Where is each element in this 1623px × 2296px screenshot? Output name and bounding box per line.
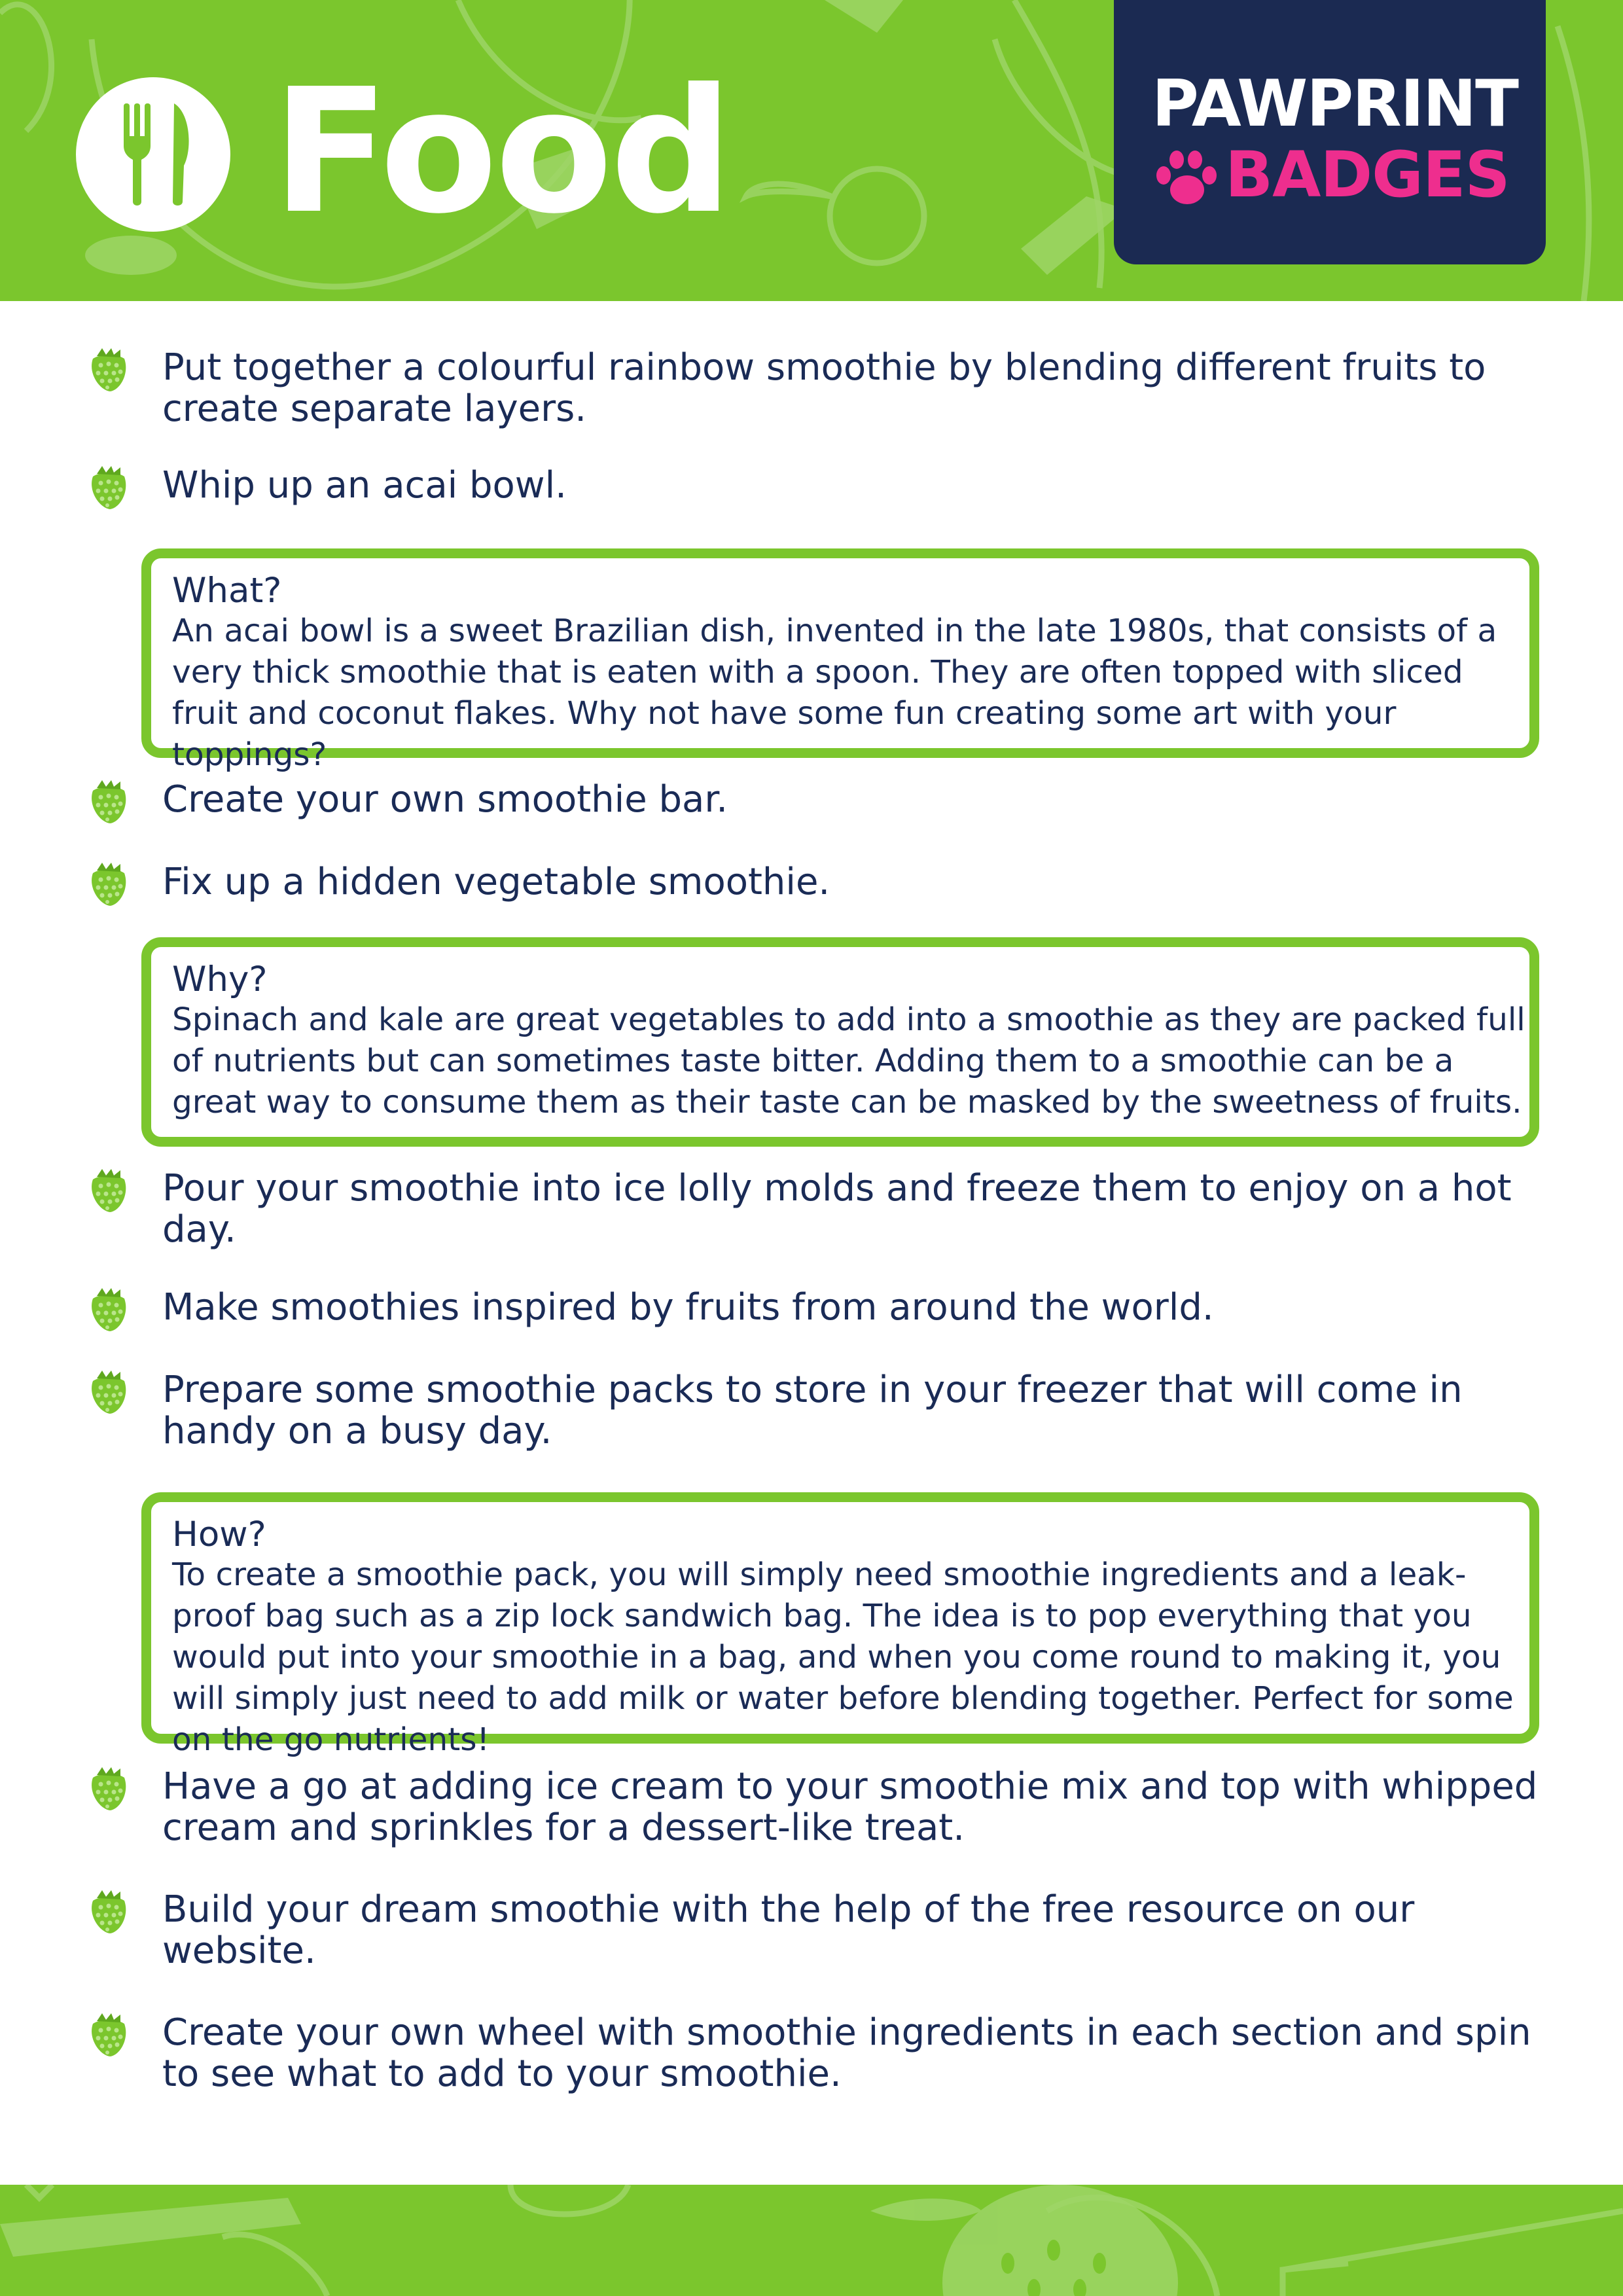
strawberry-icon <box>88 1168 128 1213</box>
strawberry-icon <box>88 1287 128 1333</box>
paw-icon <box>1154 149 1220 208</box>
strawberry-icon <box>88 465 128 511</box>
list-item-text: Make smoothies inspired by fruits from around the world. <box>162 1286 1214 1329</box>
list-item-text: Create your own wheel with smoothie ingredients in each section and spin to see what to add to your smoothie. <box>162 2011 1531 2095</box>
title-icon-badge <box>76 77 230 232</box>
list-item-text: Build your dream smoothie with the help of the free resource on our website. <box>162 1888 1415 1972</box>
header-banner <box>0 0 1623 301</box>
brand-logo <box>1114 0 1546 264</box>
fork-knife-icon <box>76 77 230 232</box>
strawberry-icon <box>88 347 128 393</box>
list-item-text: Pour your smoothie into ice lolly molds and freeze them to enjoy on a hot day. <box>162 1167 1512 1251</box>
logo-wordmark-top: PAWPRINT <box>1152 67 1518 141</box>
info-box-body: Spinach and kale are great vegetables to add into a smoothie as they are packed full of nutrients but can sometimes taste bitter. Adding them to a smoothie can be a great way to consume them as their taste can be masked by the sweetness of fruits. <box>172 1001 1525 1121</box>
list-item-text: Fix up a hidden vegetable smoothie. <box>162 861 830 903</box>
logo-wordmark-bottom: BADGES <box>1225 138 1510 211</box>
list-item-text: Have a go at adding ice cream to your smoothie mix and top with whipped cream and sprinkles for a dessert-like treat. <box>162 1765 1538 1849</box>
info-box-title: How? <box>172 1515 266 1554</box>
list-item-text: Put together a colourful rainbow smoothie by blending different fruits to create separate layers. <box>162 346 1486 430</box>
strawberry-icon <box>88 861 128 907</box>
info-box-how <box>141 1492 1539 1758</box>
info-box-body: To create a smoothie pack, you will simply need smoothie ingredients and a leak-proof bag such as a zip lock sandwich bag. The idea is to pop everything that you would put into your smoothie in a bag, and when you come round to making it, you will simply just need to add milk or water before blending together. Perfect for some on the go nutrients! <box>172 1556 1514 1758</box>
strawberry-icon <box>88 2012 128 2058</box>
list-item-text: Whip up an acai bowl. <box>162 464 567 507</box>
page-title: Food <box>272 52 730 251</box>
info-box-title: Why? <box>172 960 268 999</box>
list-item-text: Prepare some smoothie packs to store in your freezer that will come in handy on a busy day. <box>162 1369 1463 1452</box>
strawberry-icon <box>88 1369 128 1415</box>
fruit-pattern-background <box>0 2185 1623 2296</box>
footer-banner <box>0 2185 1623 2296</box>
list-item-text: Create your own smoothie bar. <box>162 778 728 821</box>
info-box-why <box>141 937 1539 1147</box>
info-box-body: An acai bowl is a sweet Brazilian dish, invented in the late 1980s, that consists of a very thick smoothie that is eaten with a spoon. They are often topped with sliced fruit and coconut flakes. Why not have some fun creating some art with your toppings? <box>172 613 1497 773</box>
strawberry-icon <box>88 1889 128 1935</box>
strawberry-icon <box>88 1766 128 1812</box>
info-box-what <box>141 548 1539 773</box>
strawberry-icon <box>88 779 128 825</box>
info-box-title: What? <box>172 571 282 611</box>
